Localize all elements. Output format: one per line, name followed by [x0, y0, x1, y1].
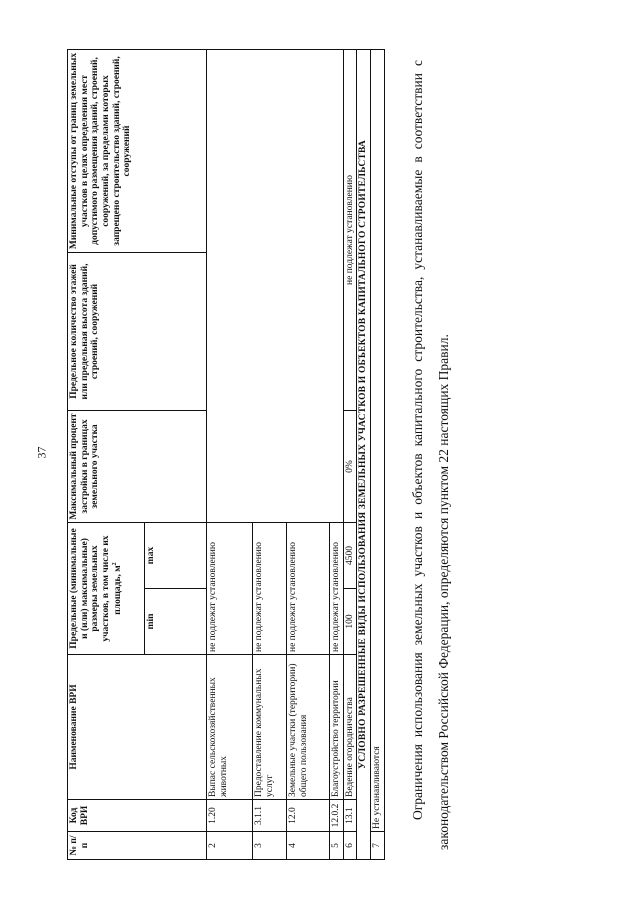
- row-num: 2: [207, 832, 253, 860]
- row-name: Предоставление коммунальных услуг: [253, 655, 287, 800]
- section-title: УСЛОВНО РАЗРЕШЕННЫЕ ВИДЫ ИСПОЛЬЗОВАНИЯ ЗЕМЕЛЬНЫХ УЧАСТКОВ И ОБЪЕКТОВ КАПИТАЛЬНОГО СТРОИТЕЛЬСТВА: [357, 50, 371, 860]
- header-code: Код ВРИ: [68, 800, 207, 832]
- row-code: 13.1: [343, 800, 357, 832]
- merged-empty-cell: [207, 50, 344, 523]
- header-size-sup: 2: [111, 562, 118, 566]
- row-code: 12.0: [287, 800, 330, 832]
- header-row-1: [68, 50, 145, 860]
- footnote-paragraph: Ограничения использования земельных участков и объектов капитального строительства, устанавливаемые в соответствии с законодательством Российской Федерации, определяются пунктом 22 настоящих Правил.: [410, 60, 451, 850]
- row-value-span: не подлежат установлению: [287, 523, 330, 655]
- footnote-frame: [405, 60, 487, 850]
- header-num: № п/п: [68, 832, 207, 860]
- row-rest-span: не подлежат установлению: [343, 50, 357, 411]
- row-build-pct: 0%: [343, 411, 357, 523]
- row-num: 5: [330, 832, 344, 860]
- row-name: Земельные участки (территории) общего пользования: [287, 655, 330, 800]
- row-min: 100: [343, 589, 357, 655]
- header-setbacks: Минимальные отступы от границ земельных участков в целях определения мест допустимого размещения зданий, строений, сооружений, за пределами которых запрещено строительство зданий, строений, сооружений: [68, 50, 207, 253]
- landscape-table-container: [67, 50, 382, 860]
- header-max: max: [145, 523, 207, 589]
- row-text: Не устанавливаются: [370, 50, 384, 832]
- header-min: min: [145, 589, 207, 655]
- header-name: Наименование ВРИ: [68, 655, 207, 800]
- table-row: [370, 50, 384, 860]
- header-size-group: [68, 523, 145, 655]
- row-num: 7: [370, 832, 384, 860]
- row-num: 3: [253, 832, 287, 860]
- row-max: 4500: [343, 523, 357, 589]
- row-code: 1.20: [207, 800, 253, 832]
- header-build-pct: Максимальный процент застройки в границах земельного участка: [68, 411, 207, 523]
- row-name: Благоустройство территории: [330, 655, 344, 800]
- row-name: Выпас сельскохозяйственных животных: [207, 655, 253, 800]
- section-row: [357, 50, 371, 860]
- row-code: 12.0.2: [330, 800, 344, 832]
- row-num: 6: [343, 832, 357, 860]
- row-code: 3.1.1: [253, 800, 287, 832]
- page-number: 37: [34, 446, 49, 459]
- table-row: [343, 50, 357, 860]
- zoning-table: [67, 49, 385, 860]
- rotated-table-frame: [67, 50, 382, 860]
- header-size-text: Предельные (минимальные и (или) максимальные) размеры земельных участков, в том числе их площадь, м: [69, 528, 123, 649]
- row-value-span: не подлежат установлению: [330, 523, 344, 655]
- row-num: 4: [287, 832, 330, 860]
- header-floors: Предельное количество этажей или предельная высота зданий, строений, сооружений: [68, 253, 207, 411]
- row-value-span: не подлежат установлению: [207, 523, 253, 655]
- row-value-span: не подлежат установлению: [253, 523, 287, 655]
- table-row: [207, 50, 253, 860]
- row-name: Ведение огородничества: [343, 655, 357, 800]
